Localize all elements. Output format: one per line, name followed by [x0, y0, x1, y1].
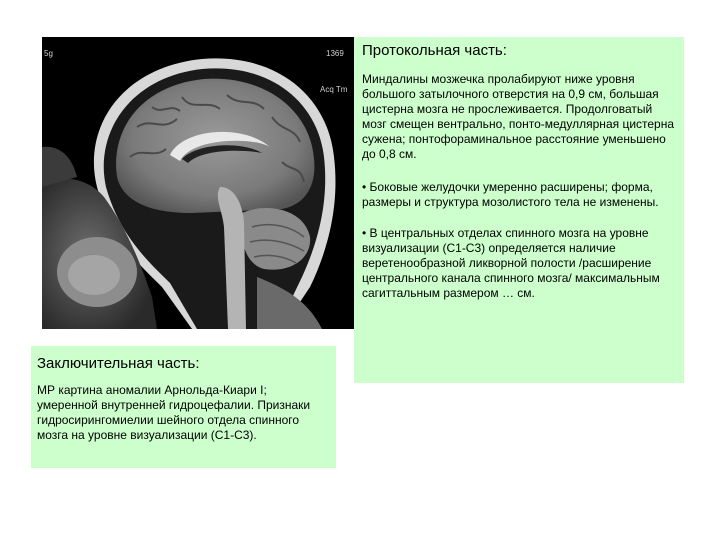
protocol-paragraph-3: • В центральных отделах спинного мозга на уровне визуализации (С1-С3) определяется наличие веретенообразной ликворной полости /расширение центрального канала спинного мозга/ максимальным сагиттальным размером … см. — [362, 226, 660, 300]
conclusion-text: МР картина аномалии Арнольда-Киари I; умеренной внутренней гидроцефалии. Признаки гидросирингомиелии шейного отдела спинного мозга на уровне визуализации (С1-С3). — [37, 383, 311, 442]
mri-label-top-left: 5g — [44, 49, 53, 58]
mri-brain-illustration — [42, 37, 354, 329]
mri-label-acq: Acq Tm — [320, 85, 348, 94]
mri-sagittal-image — [42, 37, 354, 329]
mri-label-top-right: 1369 — [326, 49, 344, 58]
protocol-paragraph-1: Миндалины мозжечка пролабируют ниже уровня большого затылочного отверстия на 0,9 см, большая цистерна мозга не прослеживается. Продолговатый мозг смещен вентрально, понто-медуллярная цистерна сужена; понтофораминальное расстояние уменьшено до 0,8 см. — [362, 72, 675, 161]
conclusion-panel — [31, 346, 336, 468]
protocol-title: Протокольная часть: — [362, 42, 507, 59]
conclusion-title: Заключительная часть: — [37, 355, 200, 372]
protocol-paragraph-2: • Боковые желудочки умеренно расширены; форма, размеры и структура мозолистого тела не изменены. — [362, 180, 659, 209]
protocol-panel — [354, 37, 684, 383]
